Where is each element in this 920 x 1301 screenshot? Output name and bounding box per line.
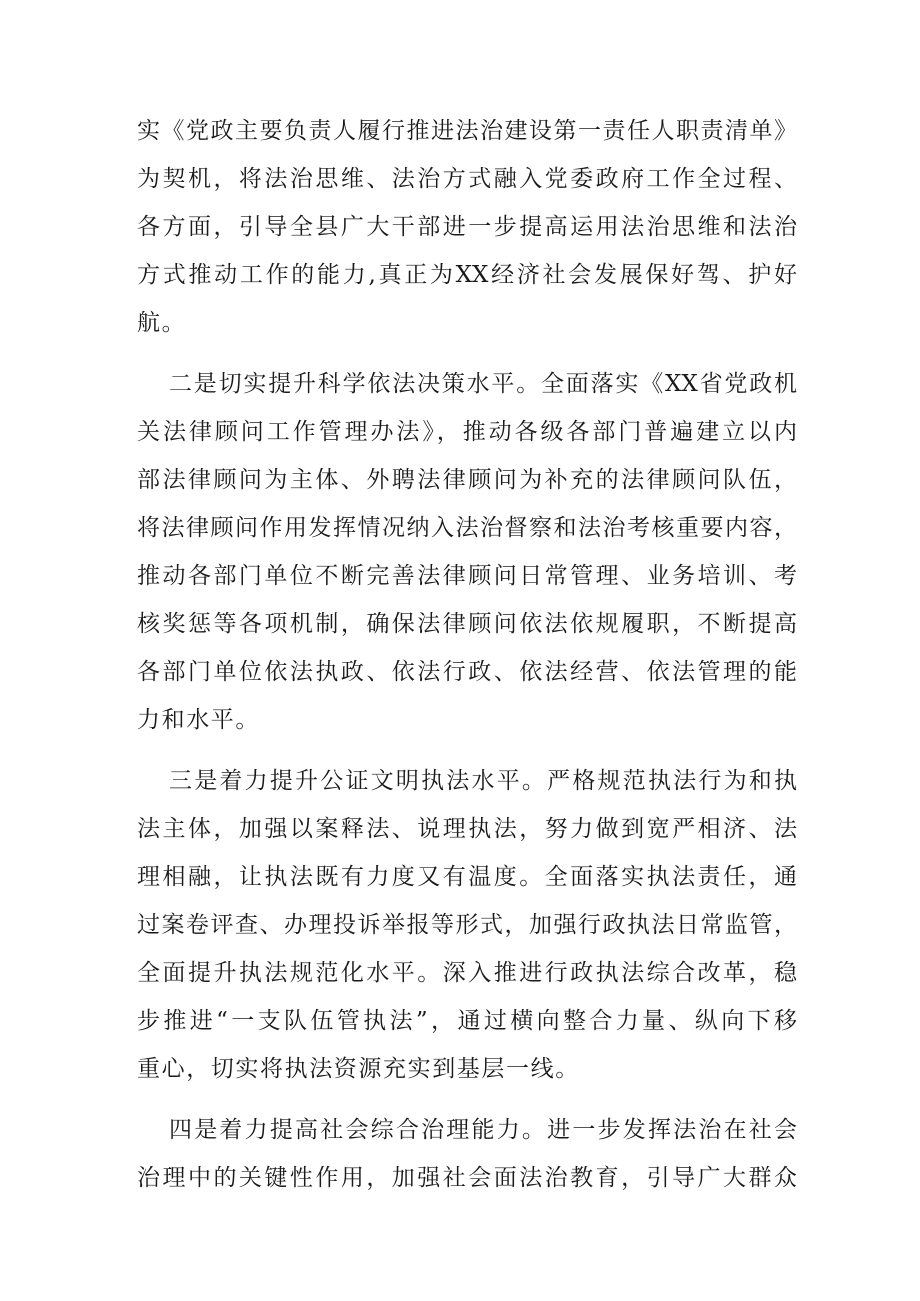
text-line: 部法律顾问为主体、外聘法律顾问为补充的法律顾问队伍， (137, 467, 797, 493)
text-line: 将法律顾问作用发挥情况纳入法治督察和法治考核重要内容， (137, 515, 797, 541)
text-line: 为契机，将法治思维、法治方式融入党委政府工作全过程、 (137, 166, 797, 192)
text-line: 实《党政主要负责人履行推进法治建设第一责任人职责清单》 (137, 118, 797, 144)
text-line: 过案卷评查、办理投诉举报等形式，加强行政执法日常监管， (137, 912, 797, 938)
text-line: 关法律顾问工作管理办法》，推动各级各部门普遍建立以内 (137, 419, 797, 445)
paragraph-spacer (137, 744, 797, 757)
text-line: 各部门单位依法执政、依法行政、依法经营、依法管理的能 (137, 659, 797, 685)
text-line: 推动各部门单位不断完善法律顾问日常管理、业务培训、考 (137, 563, 797, 589)
text-line: 核奖惩等各项机制，确保法律顾问依法依规履职，不断提高 (137, 611, 797, 637)
text-line: 航。 (137, 310, 187, 336)
text-line: 各方面，引导全县广大干部进一步提高运用法治思维和法治 (137, 214, 797, 240)
text-line: 全面提升执法规范化水平。深入推进行政执法综合改革，稳 (137, 960, 797, 986)
paragraph-social-governance (137, 1106, 797, 1202)
document-body (137, 107, 797, 1202)
text-line: 方式推动工作的能力,真正为XX经济社会发展保好驾、护好 (137, 262, 797, 288)
text-line: 法主体，加强以案释法、说理执法，努力做到宽严相济、法 (137, 816, 797, 842)
text-line: 治理中的关键性作用，加强社会面法治教育，引导广大群众 (137, 1165, 797, 1191)
text-line: 四是着力提高社会综合治理能力。进一步发挥法治在社会 (169, 1117, 797, 1143)
text-line: 理相融，让执法既有力度又有温度。全面落实执法责任，通 (137, 864, 797, 890)
text-line: 步推进“一支队伍管执法”，通过横向整合力量、纵向下移 (137, 1008, 797, 1034)
paragraph-continuation (137, 107, 797, 347)
paragraph-spacer (137, 1093, 797, 1106)
text-line: 三是着力提升公证文明执法水平。严格规范执法行为和执 (169, 768, 797, 794)
paragraph-spacer (137, 347, 797, 360)
paragraph-law-enforcement (137, 757, 797, 1093)
text-line: 力和水平。 (137, 707, 260, 733)
text-line: 重心，切实将执法资源充实到基层一线。 (137, 1056, 580, 1082)
paragraph-decision-making (137, 360, 797, 744)
text-line: 二是切实提升科学依法决策水平。全面落实《XX省党政机 (169, 371, 797, 397)
